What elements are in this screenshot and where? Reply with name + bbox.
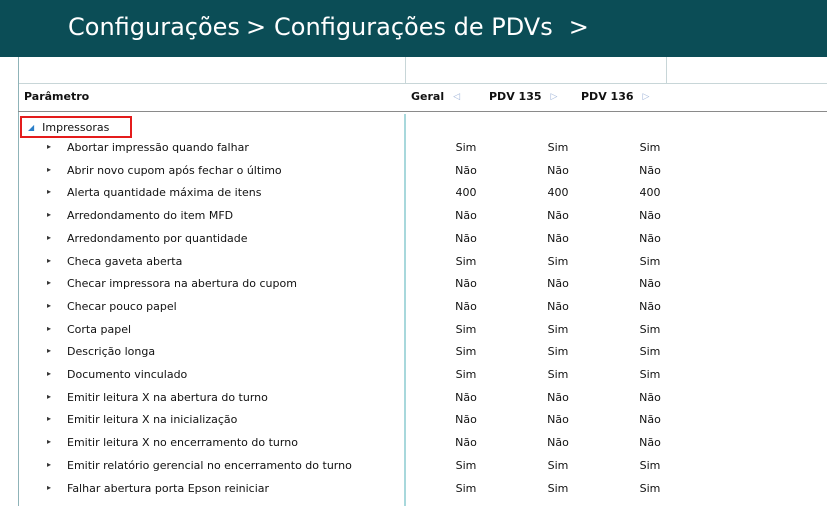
expand-arrow-icon[interactable]: ▸ — [47, 164, 52, 174]
group-impressoras[interactable] — [20, 116, 132, 138]
expand-arrow-icon[interactable]: ▸ — [47, 459, 52, 469]
expand-arrow-icon[interactable]: ▸ — [47, 414, 52, 424]
value-pdv136[interactable]: Não — [639, 209, 661, 223]
expand-arrow-icon[interactable]: ▸ — [47, 482, 52, 492]
value-pdv136[interactable]: Sim — [639, 254, 661, 268]
value-pdv135[interactable]: Sim — [547, 481, 569, 495]
value-geral[interactable]: Sim — [455, 368, 477, 381]
value-geral[interactable]: Não — [455, 436, 477, 450]
table-row[interactable] — [0, 297, 827, 319]
value-geral[interactable]: Não — [455, 163, 477, 177]
expand-arrow-icon[interactable]: ▸ — [47, 369, 52, 378]
value-pdv135[interactable]: Não — [547, 436, 569, 450]
expand-arrow-icon[interactable]: ▸ — [47, 232, 52, 242]
header-divider — [18, 111, 827, 112]
value-pdv135[interactable]: Sim — [547, 368, 569, 381]
breadcrumb — [68, 13, 597, 41]
parameter-label: Alerta quantidade máxima de itens — [67, 186, 262, 200]
value-geral[interactable]: Não — [455, 209, 477, 223]
value-pdv135[interactable]: Sim — [547, 345, 569, 359]
value-pdv136[interactable]: Não — [639, 163, 661, 177]
parameter-label: Descrição longa — [67, 345, 156, 359]
value-geral[interactable]: Não — [455, 413, 477, 427]
value-pdv135[interactable]: Sim — [547, 322, 569, 336]
breadcrumb-item-configuracoes[interactable]: Configurações — [68, 13, 240, 41]
table-row[interactable] — [0, 479, 827, 501]
value-pdv135[interactable]: Não — [547, 413, 569, 427]
expand-arrow-icon[interactable]: ▸ — [47, 255, 52, 265]
value-pdv135[interactable]: Não — [547, 390, 569, 404]
value-pdv135[interactable]: 400 — [547, 186, 569, 200]
value-pdv136[interactable]: Sim — [639, 322, 661, 336]
value-pdv136[interactable]: Sim — [639, 458, 661, 472]
table-row[interactable] — [0, 433, 827, 455]
grid-toolbar-row — [19, 57, 827, 84]
value-pdv136[interactable]: Não — [639, 231, 661, 245]
expand-arrow-icon[interactable]: ▸ — [47, 210, 52, 220]
value-pdv136[interactable]: Não — [639, 413, 661, 427]
table-row[interactable] — [0, 183, 827, 205]
value-geral[interactable]: Não — [455, 231, 477, 245]
column-header-pdv135[interactable] — [489, 90, 557, 103]
table-row[interactable] — [0, 138, 827, 160]
expand-arrow-icon[interactable]: ▸ — [47, 278, 52, 288]
parameter-label: Corta papel — [67, 322, 132, 336]
column-header-pdv136-label: PDV 136 — [581, 90, 634, 103]
table-row[interactable] — [0, 206, 827, 228]
value-pdv136[interactable]: Sim — [639, 368, 661, 381]
expand-arrow-icon[interactable]: ▸ — [47, 346, 52, 356]
value-geral[interactable]: Sim — [455, 322, 477, 336]
expanded-triangle-icon[interactable]: ◢ — [28, 122, 35, 132]
divider — [405, 57, 406, 84]
parameter-label: Abortar impressão quando falhar — [67, 141, 249, 154]
value-pdv136[interactable]: Sim — [639, 141, 661, 154]
parameter-label: Documento vinculado — [67, 368, 188, 381]
value-geral[interactable]: Sim — [455, 254, 477, 268]
arrow-left-icon[interactable]: ◁ — [453, 91, 461, 102]
column-header-pdv136[interactable] — [581, 90, 649, 103]
column-header-row — [0, 90, 827, 110]
expand-arrow-icon[interactable]: ▸ — [47, 391, 52, 401]
table-row[interactable] — [0, 320, 827, 342]
table-row[interactable] — [0, 410, 827, 432]
parameter-label: Emitir leitura X na abertura do turno — [67, 390, 268, 404]
value-pdv135[interactable]: Não — [547, 277, 569, 291]
value-pdv136[interactable]: Sim — [639, 345, 661, 359]
breadcrumb-separator: > — [568, 13, 589, 41]
value-geral[interactable]: Sim — [455, 458, 477, 472]
column-header-geral-label: Geral — [411, 90, 445, 103]
breadcrumb-separator: > — [245, 13, 267, 41]
divider — [666, 57, 667, 84]
expand-arrow-icon[interactable]: ▸ — [47, 187, 52, 197]
page-header — [0, 0, 827, 57]
table-row[interactable] — [0, 365, 827, 387]
value-geral[interactable]: Não — [455, 299, 477, 313]
value-geral[interactable]: Não — [455, 390, 477, 404]
parameter-label: Falhar abertura porta Epson reiniciar — [67, 481, 270, 495]
column-header-parametro[interactable]: Parâmetro — [24, 90, 90, 103]
breadcrumb-item-configuracoes-pdvs[interactable]: Configurações de PDVs — [274, 13, 553, 41]
column-header-geral[interactable] — [411, 90, 460, 103]
value-pdv136[interactable]: Sim — [639, 481, 661, 495]
arrow-right-icon[interactable]: ▷ — [550, 91, 558, 102]
parameter-label: Arredondamento do item MFD — [67, 209, 234, 223]
parameter-label: Checa gaveta aberta — [67, 254, 183, 268]
value-pdv136[interactable]: Não — [639, 299, 661, 313]
table-row[interactable] — [0, 456, 827, 478]
table-row[interactable] — [0, 161, 827, 183]
value-geral[interactable]: Não — [455, 277, 477, 291]
parameter-label: Emitir leitura X no encerramento do turno — [67, 436, 298, 450]
column-header-pdv135-label: PDV 135 — [489, 90, 542, 103]
parameter-label: Emitir relatório gerencial no encerramento do turno — [67, 458, 352, 472]
expand-arrow-icon[interactable]: ▸ — [47, 300, 52, 310]
expand-arrow-icon[interactable]: ▸ — [47, 437, 52, 447]
value-pdv136[interactable]: Não — [639, 436, 661, 450]
table-row[interactable] — [0, 342, 827, 364]
group-label: Impressoras — [42, 120, 110, 134]
parameter-label: Arredondamento por quantidade — [67, 231, 248, 245]
table-row[interactable] — [0, 274, 827, 296]
value-pdv136[interactable]: Não — [639, 277, 661, 291]
arrow-right-icon[interactable]: ▷ — [642, 91, 650, 102]
value-pdv135[interactable]: Sim — [547, 254, 569, 268]
expand-arrow-icon[interactable]: ▸ — [47, 142, 52, 151]
parameter-label: Checar pouco papel — [67, 299, 177, 313]
value-pdv136[interactable]: Não — [639, 390, 661, 404]
table-row[interactable] — [0, 229, 827, 251]
expand-arrow-icon[interactable]: ▸ — [47, 323, 52, 333]
value-pdv136[interactable]: 400 — [639, 186, 661, 200]
value-geral[interactable]: 400 — [455, 186, 477, 200]
table-row[interactable] — [0, 388, 827, 410]
value-pdv135[interactable]: Sim — [547, 141, 569, 154]
parameter-label: Abrir novo cupom após fechar o último — [67, 163, 282, 177]
value-pdv135[interactable]: Não — [547, 299, 569, 313]
parameter-label: Emitir leitura X na inicialização — [67, 413, 238, 427]
value-geral[interactable]: Sim — [455, 481, 477, 495]
table-row[interactable] — [0, 252, 827, 274]
value-pdv135[interactable]: Não — [547, 163, 569, 177]
value-geral[interactable]: Sim — [455, 345, 477, 359]
value-pdv135[interactable]: Sim — [547, 458, 569, 472]
parameter-label: Checar impressora na abertura do cupom — [67, 277, 297, 291]
value-pdv135[interactable]: Não — [547, 209, 569, 223]
value-pdv135[interactable]: Não — [547, 231, 569, 245]
value-geral[interactable]: Sim — [455, 141, 477, 154]
